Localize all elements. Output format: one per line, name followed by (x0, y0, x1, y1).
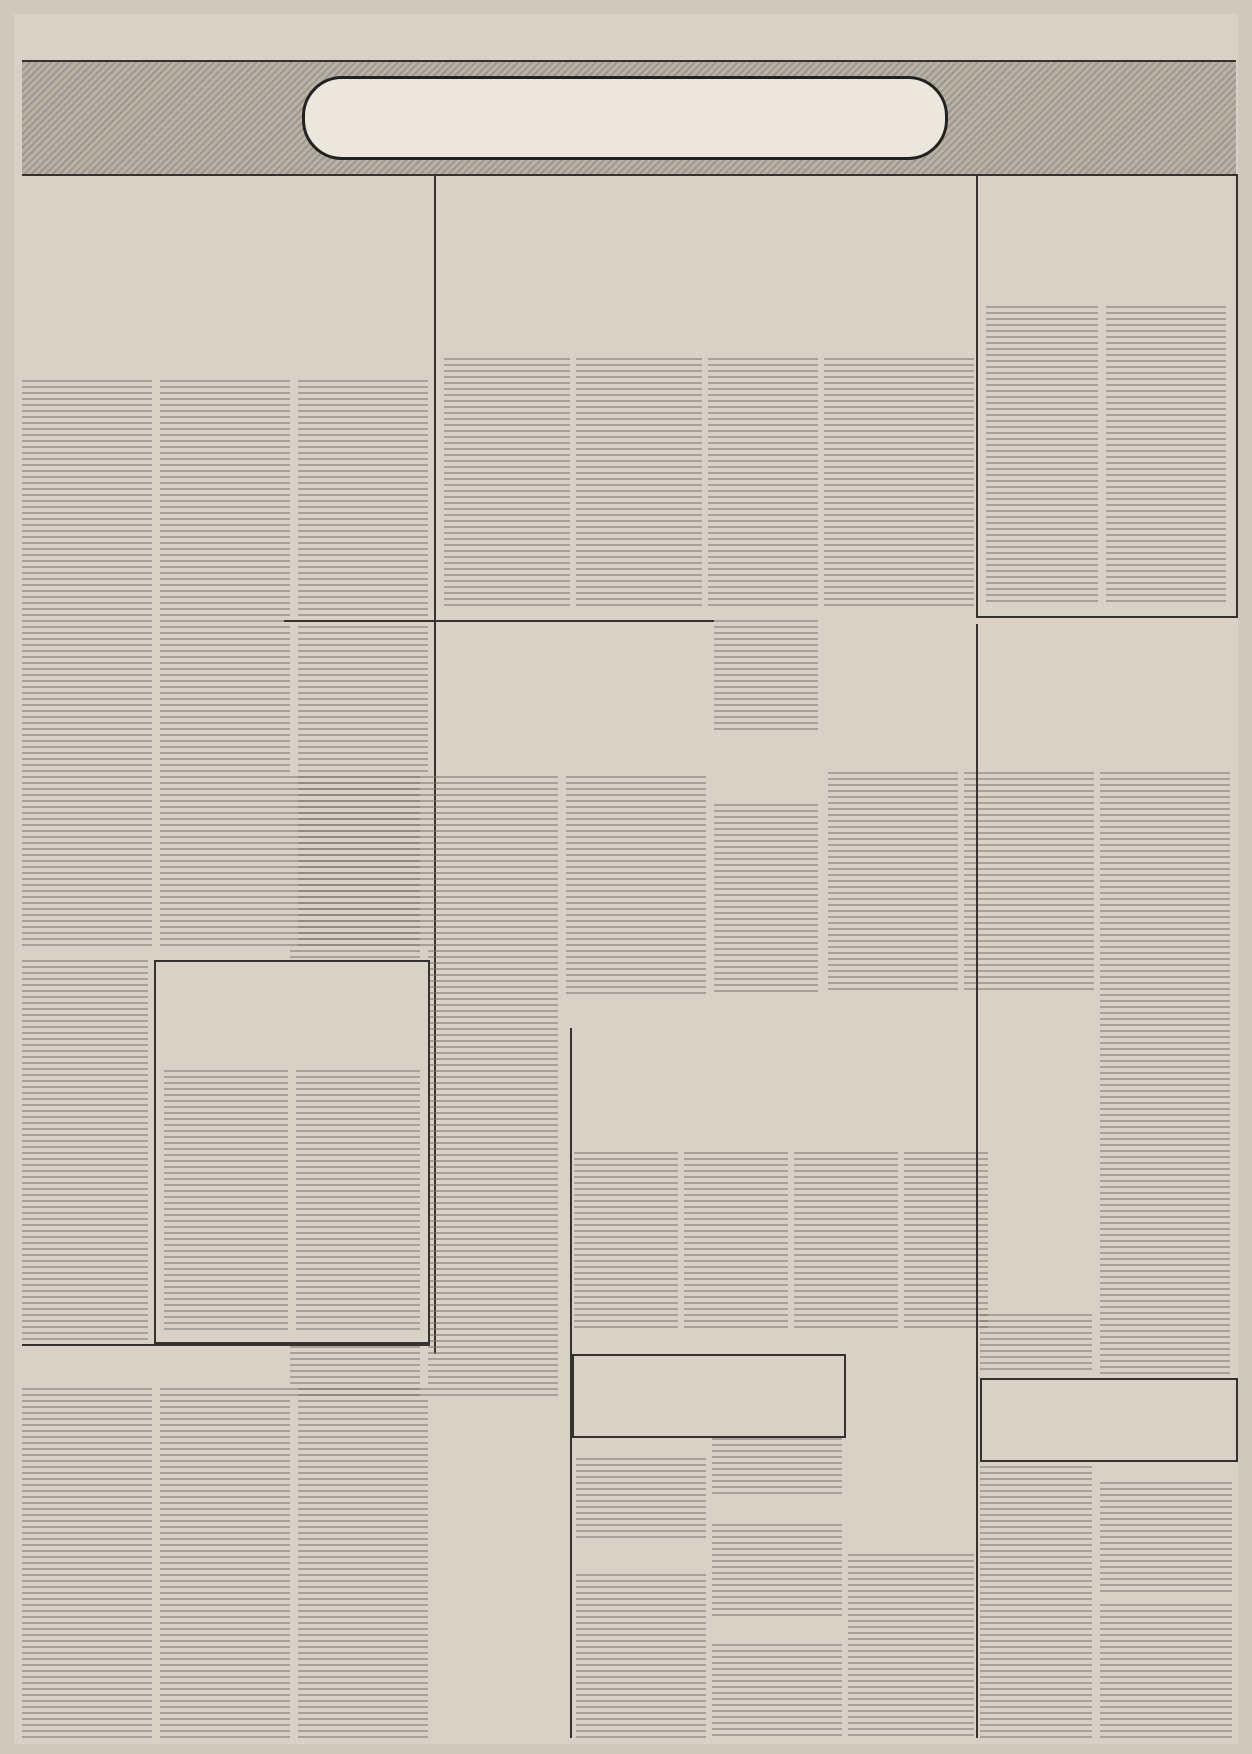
column-rule (570, 1028, 572, 1738)
section-body-column (160, 1388, 290, 1738)
article-body-column (986, 306, 1098, 606)
section-body-column (980, 1466, 1092, 1738)
article-body-column (824, 358, 974, 608)
article-body-column (574, 1152, 678, 1332)
masthead-title (302, 76, 948, 160)
news-item-body (712, 1438, 842, 1494)
article-body-column (980, 1314, 1092, 1374)
section-rule (22, 1344, 430, 1346)
news-item-body (576, 1574, 706, 1738)
article-body-column (164, 1070, 288, 1332)
article-body-column (1100, 772, 1230, 1412)
article-body-column (444, 358, 570, 608)
news-item-body (712, 1644, 842, 1738)
section-body-column (22, 1388, 152, 1738)
article-body-column (964, 772, 1094, 992)
article-body-column (714, 804, 818, 994)
article-body-column (1100, 1482, 1232, 1592)
section-rule (284, 620, 714, 622)
news-item-body (848, 1554, 974, 1738)
article-body-column (828, 772, 958, 992)
article-body-column (22, 960, 148, 1340)
article-body-column (296, 1070, 420, 1332)
article-body-column (428, 776, 558, 1396)
section-header-box (572, 1354, 846, 1438)
masthead (22, 60, 1236, 176)
article-body-column (566, 776, 706, 996)
article-body-column (794, 1152, 898, 1332)
newspaper-page (14, 14, 1238, 1744)
article-body-column (684, 1152, 788, 1332)
article-body-column (708, 358, 818, 608)
section-body-column (298, 1388, 428, 1738)
article-body-column (22, 380, 152, 950)
article-body-column (576, 358, 702, 608)
column-rule (976, 624, 978, 1738)
article-body-column (714, 620, 818, 730)
section-body-column (1100, 1604, 1232, 1738)
news-item-body (576, 1458, 706, 1538)
article-body-column (160, 380, 290, 950)
news-item-body (712, 1524, 842, 1618)
section-header-box (980, 1378, 1238, 1462)
article-body-column (1106, 306, 1226, 606)
